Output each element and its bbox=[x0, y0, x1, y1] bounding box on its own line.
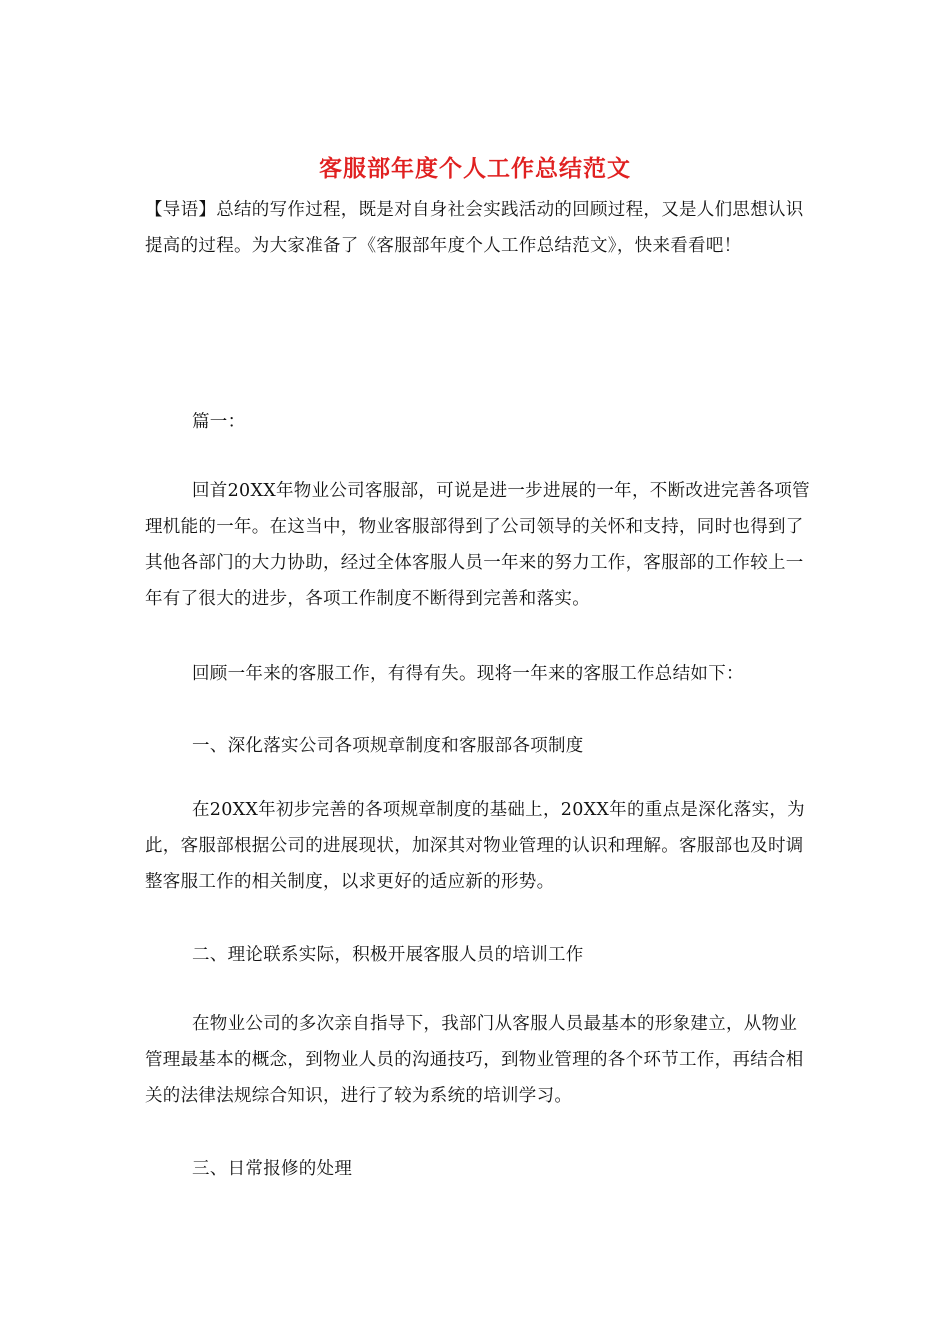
paragraph-review: 回顾一年来的客服工作，有得有失。现将一年来的客服工作总结如下： bbox=[192, 664, 744, 684]
paragraph-section-2: 在物业公司的多次亲自指导下，我部门从客服人员最基本的形象建立，从物业管理最基本的概念，到物业人员的沟通技巧，到物业管理的各个环节工作，再结合相关的法律法规综合知识，进行了较为系统的培训学习。 bbox=[145, 1014, 804, 1106]
part-label: 篇一： bbox=[192, 412, 246, 432]
document-title: 客服部年度个人工作总结范文 bbox=[319, 155, 631, 182]
paragraph-section-1: 在20XX年初步完善的各项规章制度的基础上，20XX年的重点是深化落实，为此，客服部根据公司的进展现状，加深其对物业管理的认识和理解。客服部也及时调整客服工作的相关制度，以求更好的适应新的形势。 bbox=[145, 800, 805, 892]
paragraph-intro: 回首20XX年物业公司客服部，可说是进一步进展的一年，不断改进完善各项管理机能的一年。在这当中，物业客服部得到了公司领导的关怀和支持，同时也得到了其他各部门的大力协助，经过全体客服人员一年来的努力工作，客服部的工作较上一年有了很大的进步，各项工作制度不断得到完善和落实。 bbox=[145, 481, 810, 609]
section-heading-3: 三、日常报修的处理 bbox=[192, 1159, 353, 1179]
section-heading-1: 一、深化落实公司各项规章制度和客服部各项制度 bbox=[192, 736, 584, 756]
lead-paragraph: 【导语】总结的写作过程，既是对自身社会实践活动的回顾过程，又是人们思想认识提高的过程。为大家准备了《客服部年度个人工作总结范文》，快来看看吧！ bbox=[145, 200, 804, 256]
section-heading-2: 二、理论联系实际，积极开展客服人员的培训工作 bbox=[192, 945, 584, 965]
